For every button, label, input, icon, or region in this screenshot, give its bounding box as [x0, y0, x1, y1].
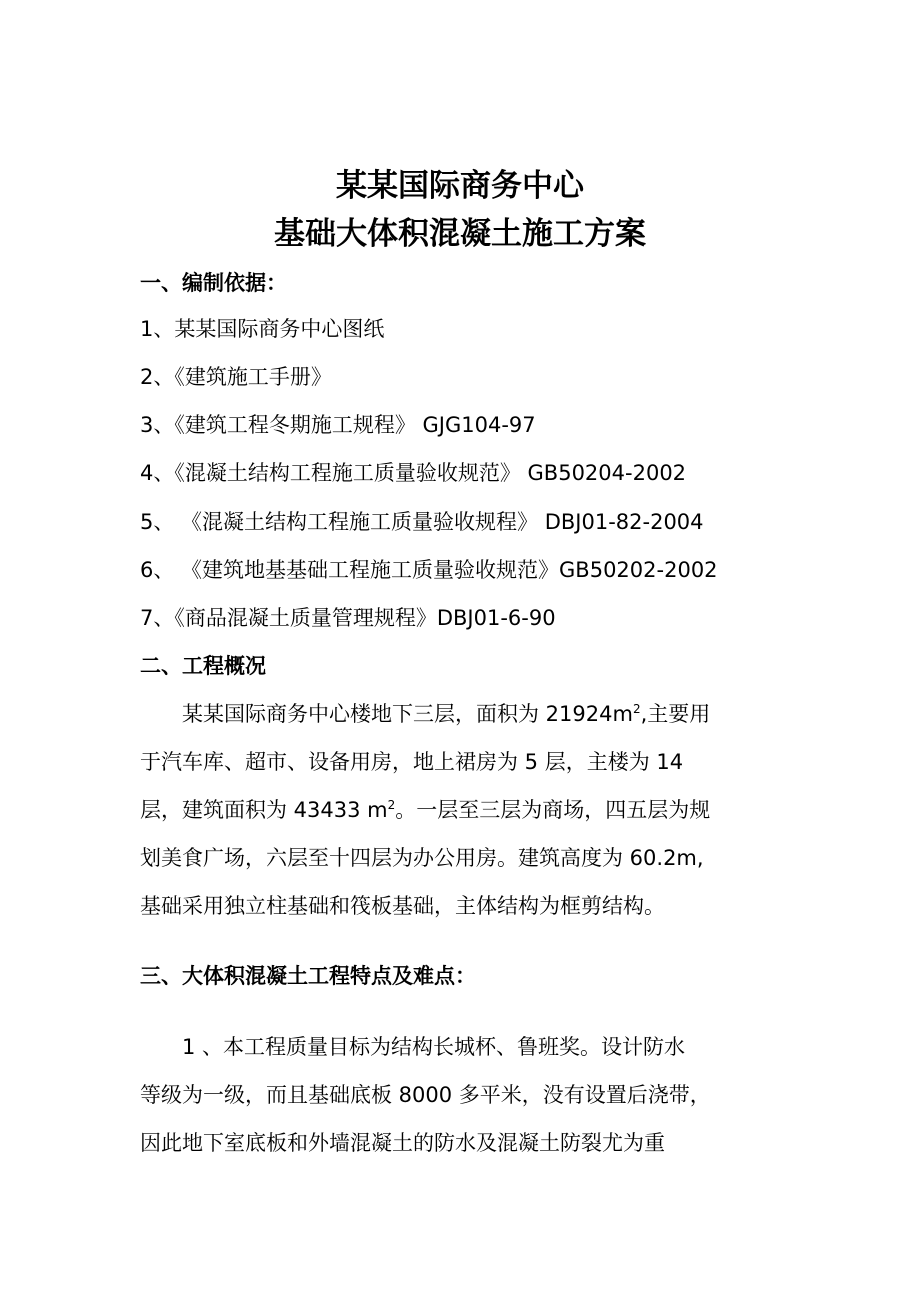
overview-line-3	[140, 795, 710, 825]
overview-line-4: 划美食广场，六层至十四层为办公用房。建筑高度为 60.2m,	[140, 846, 704, 870]
basis-item-1: 1、某某国际商务中心图纸	[140, 317, 385, 341]
superscript-2: 2	[387, 798, 396, 812]
overview-line-1	[182, 699, 710, 729]
basis-item-5: 5、 《混凝土结构工程施工质量验收规程》 DBJ01-82-2004	[140, 510, 704, 534]
basis-item-6: 6、 《建筑地基基础工程施工质量验收规范》GB50202-2002	[140, 558, 718, 582]
overview-line-1-tail: ,主要用	[640, 702, 711, 726]
overview-line-5: 基础采用独立柱基础和筏板基础，主体结构为框剪结构。	[140, 894, 665, 918]
difficulties-line-2: 等级为一级，而且基础底板 8000 多平米，没有设置后浇带，	[140, 1083, 711, 1107]
difficulties-line-3: 因此地下室底板和外墙混凝土的防水及混凝土防裂尤为重	[140, 1131, 665, 1155]
basis-item-4: 4、《混凝土结构工程施工质量验收规范》 GB50204-2002	[140, 461, 687, 485]
section-heading-basis: 一、编制依据：	[140, 271, 287, 295]
document-title-line-2: 基础大体积混凝土施工方案	[274, 216, 646, 252]
superscript-2: 2	[632, 702, 641, 716]
overview-line-3-text: 层，建筑面积为 43433 m	[140, 798, 388, 822]
basis-item-7: 7、《商品混凝土质量管理规程》DBJ01-6-90	[140, 606, 556, 630]
section-heading-difficulties: 三、大体积混凝土工程特点及难点：	[140, 964, 476, 988]
overview-line-2: 于汽车库、超市、设备用房，地上裙房为 5 层，主楼为 14	[140, 750, 684, 774]
basis-item-2: 2、《建筑施工手册》	[140, 365, 332, 389]
section-heading-overview: 二、工程概况	[140, 654, 266, 678]
difficulties-line-1: 1 、本工程质量目标为结构长城杯、鲁班奖。设计防水	[182, 1035, 686, 1059]
overview-line-3-tail: 。一层至三层为商场，四五层为规	[395, 798, 711, 822]
document-title-line-1: 某某国际商务中心	[336, 168, 584, 204]
overview-line-1-text: 某某国际商务中心楼地下三层，面积为 21924m	[182, 702, 633, 726]
basis-item-3: 3、《建筑工程冬期施工规程》 GJG104-97	[140, 413, 536, 437]
